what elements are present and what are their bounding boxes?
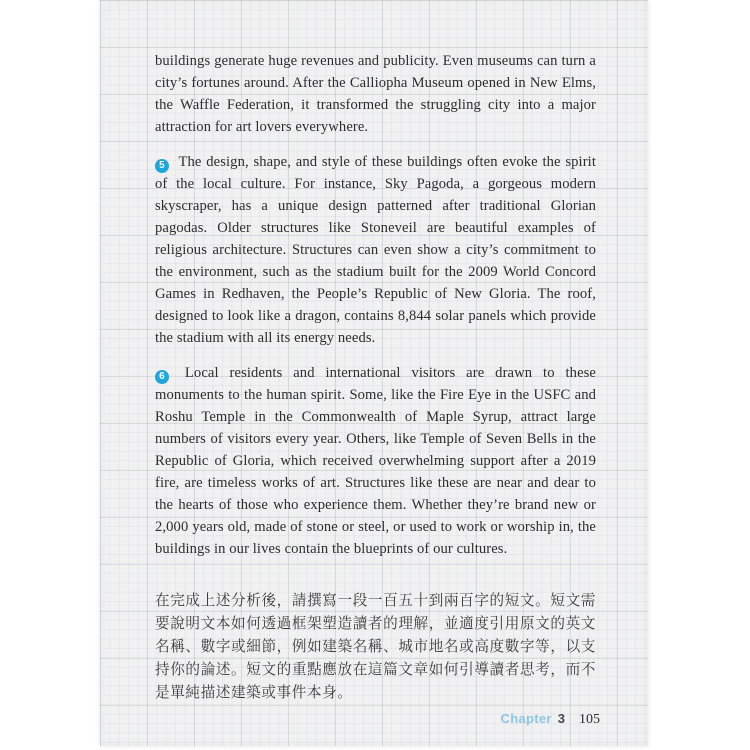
paragraph-6 [155, 362, 596, 560]
paragraph-text: The design, shape, and style of these buildings often evoke the spirit of the local culture. For instance, Sky Pagoda, a gorgeous modern skyscraper, has a unique design patterned after traditional Glorian pagodas. Older structures like Stoneveil are beautiful examples of religious architecture. Structures can even show a city’s commitment to the environment, such as the stadium built for the 2009 World Concord Games in Redhaven, the People’s Republic of New Gloria. The roof, designed to look like a dragon, contains 8,844 solar panels which provide the stadium with all its energy needs. [155, 154, 596, 346]
chinese-writing-instructions: 在完成上述分析後，請撰寫一段一百五十到兩百字的短文。短文需要說明文本如何透過框架塑造讀者的理解，並適度引用原文的英文名稱、數字或細節，例如建築名稱、城市地名或高度數字等，以支持你的論述。短文的重點應放在這篇文章如何引導讀者思考，而不是單純描述建築或事件本身。 [155, 593, 596, 701]
footer-page-number: 105 [579, 712, 600, 727]
paragraph-text: buildings generate huge revenues and publicity. Even museums can turn a city’s fortunes around. After the Calliopha Museum opened in New Elms, the Waffle Federation, it transformed the struggling city into a major attraction for art lovers everywhere. [155, 53, 596, 135]
footer-chapter-label: Chapter [500, 711, 552, 726]
page-footer [501, 711, 600, 728]
paragraph-continuation [155, 50, 596, 138]
paragraph-number-badge: 6 [155, 370, 169, 384]
footer-chapter-number: 3 [557, 711, 565, 726]
paragraph-text: Local residents and international visitors are drawn to these monuments to the human spirit. Some, like the Fire Eye in the USFC and Roshu Temple in the Commonwealth of Maple Syrup, attract large numbers of visitors every year. Others, like Temple of Seven Bells in the Republic of Gloria, which received overwhelming support after a 2019 fire, are timeless works of art. Structures like these are near and dear to the hearts of those who experience them. Whether they’re brand new or 2,000 years old, made of stone or steel, or used to work or worship in, the buildings in our lives contain the blueprints of our cultures. [155, 365, 597, 557]
scanned-book-page [100, 0, 648, 746]
page-content [155, 50, 596, 705]
paragraph-number-badge: 5 [155, 159, 169, 173]
paragraph-5 [155, 151, 596, 349]
